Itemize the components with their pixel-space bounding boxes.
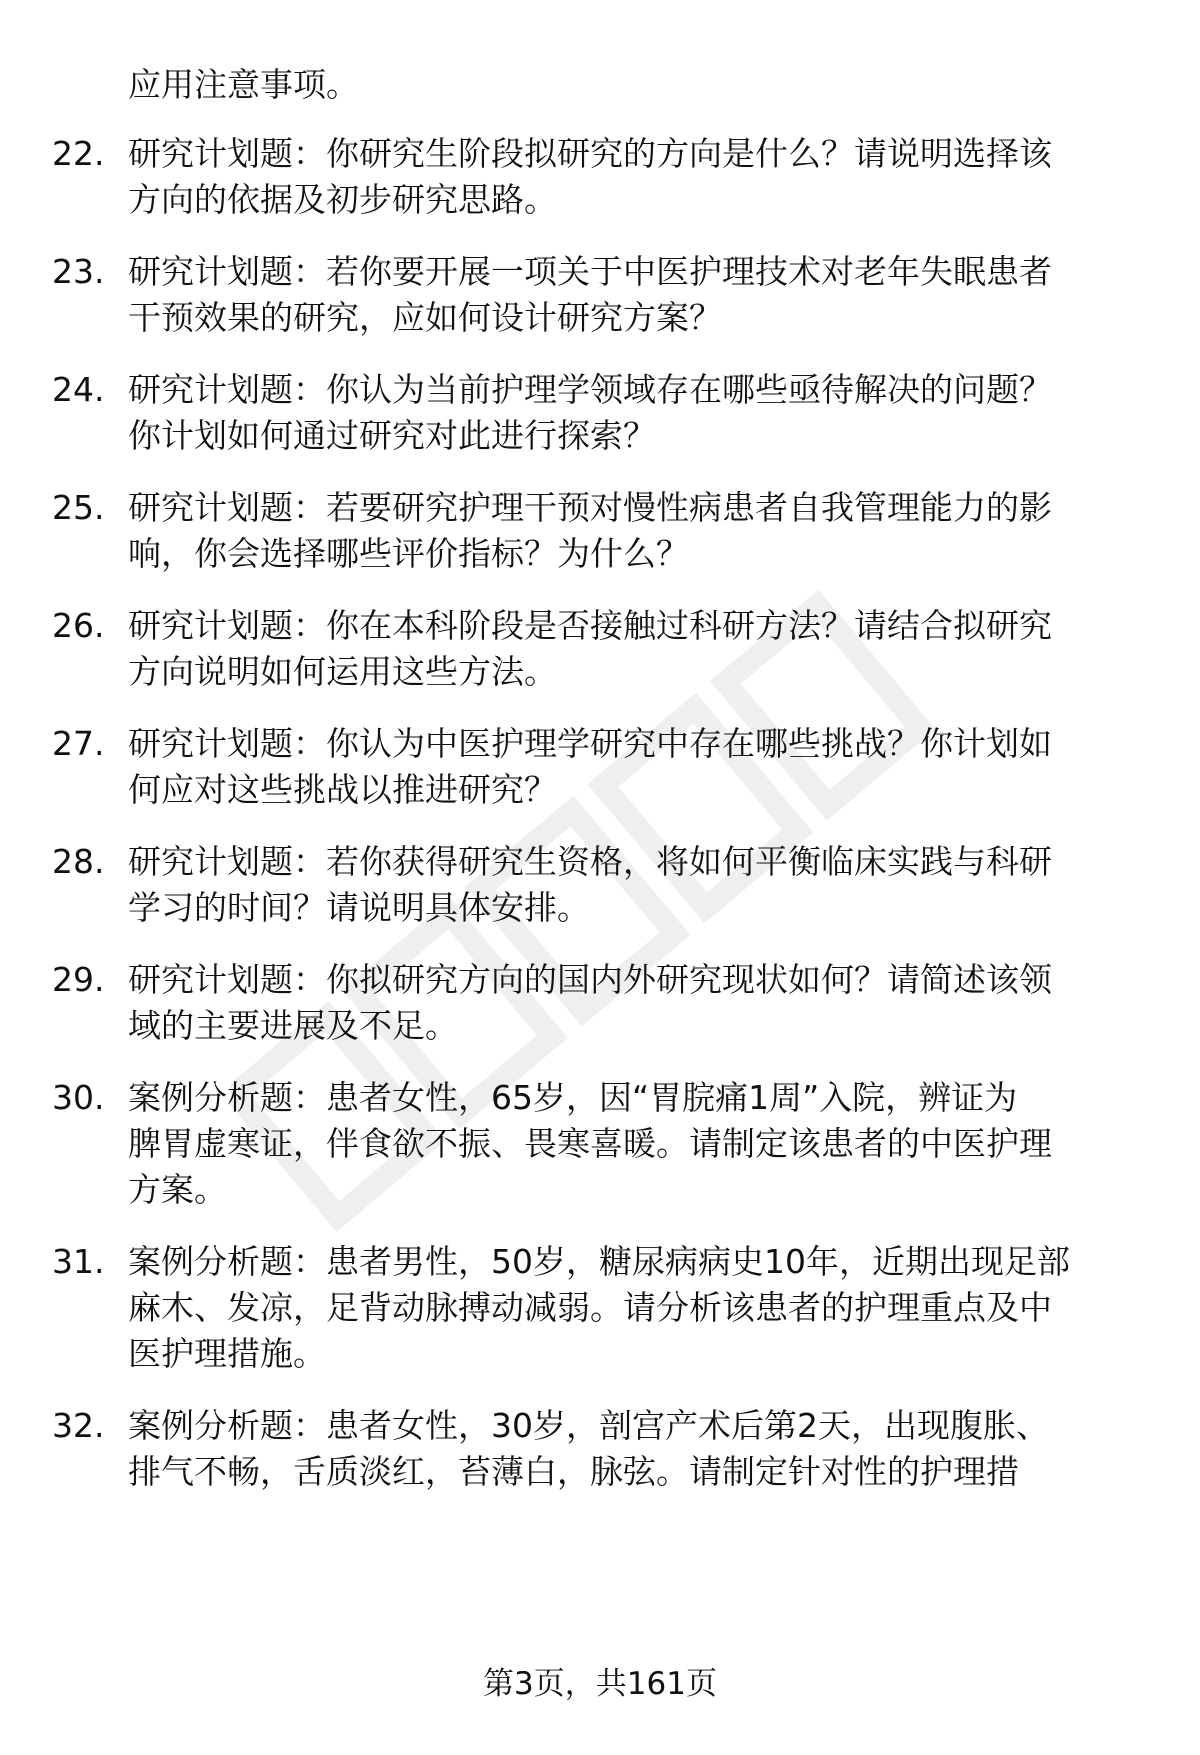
question-line: 研究计划题：你认为当前护理学领域存在哪些亟待解决的问题？ bbox=[128, 370, 1052, 409]
question-text bbox=[128, 839, 1148, 931]
question-text bbox=[128, 131, 1148, 223]
question-line: 方案。 bbox=[128, 1170, 227, 1209]
question-text bbox=[128, 1403, 1148, 1495]
question-line: 医护理措施。 bbox=[128, 1334, 326, 1373]
question-number: 24. bbox=[52, 370, 105, 409]
question-text bbox=[128, 1239, 1148, 1377]
question-number: 28. bbox=[52, 842, 105, 881]
question-number: 22. bbox=[52, 134, 105, 173]
question-text bbox=[128, 603, 1148, 695]
question-line: 研究计划题：若你获得研究生资格，将如何平衡临床实践与科研 bbox=[128, 842, 1052, 881]
question-text bbox=[128, 721, 1148, 813]
question-line: 研究计划题：你在本科阶段是否接触过科研方法？请结合拟研究 bbox=[128, 606, 1052, 645]
question-text bbox=[128, 957, 1148, 1049]
question-number: 30. bbox=[52, 1078, 105, 1117]
question-line: 案例分析题：患者男性，50岁，糖尿病病史10年，近期出现足部 bbox=[128, 1242, 1070, 1281]
question-line: 脾胃虚寒证，伴食欲不振、畏寒喜暖。请制定该患者的中医护理 bbox=[128, 1124, 1052, 1163]
question-line: 方向的依据及初步研究思路。 bbox=[128, 180, 557, 219]
question-line: 排气不畅，舌质淡红，苔薄白，脉弦。请制定针对性的护理措 bbox=[128, 1452, 1019, 1491]
question-line: 方向说明如何运用这些方法。 bbox=[128, 652, 557, 691]
question-text bbox=[128, 1075, 1148, 1213]
question-number: 32. bbox=[52, 1406, 105, 1445]
question-line: 案例分析题：患者女性，65岁，因“胃脘痛1周”入院，辨证为 bbox=[128, 1078, 1018, 1117]
question-line: 学习的时间？请说明具体安排。 bbox=[128, 888, 590, 927]
question-number: 25. bbox=[52, 488, 105, 527]
question-number: 31. bbox=[52, 1242, 105, 1281]
question-text bbox=[128, 485, 1148, 577]
question-line: 域的主要进展及不足。 bbox=[128, 1006, 458, 1045]
question-line: 响，你会选择哪些评价指标？为什么？ bbox=[128, 534, 689, 573]
question-text bbox=[128, 367, 1148, 459]
question-number: 23. bbox=[52, 252, 105, 291]
question-line: 你计划如何通过研究对此进行探索？ bbox=[128, 416, 656, 455]
question-number: 29. bbox=[52, 960, 105, 999]
question-line: 研究计划题：你拟研究方向的国内外研究现状如何？请简述该领 bbox=[128, 960, 1052, 999]
question-line: 案例分析题：患者女性，30岁，剖宫产术后第2天，出现腹胀、 bbox=[128, 1406, 1049, 1445]
question-line: 麻木、发凉，足背动脉搏动减弱。请分析该患者的护理重点及中 bbox=[128, 1288, 1052, 1327]
page-number-footer: 第3页，共161页 bbox=[483, 1666, 717, 1702]
question-line: 干预效果的研究，应如何设计研究方案？ bbox=[128, 298, 722, 337]
question-number: 27. bbox=[52, 724, 105, 763]
question-line: 何应对这些挑战以推进研究？ bbox=[128, 770, 557, 809]
question-line: 研究计划题：若你要开展一项关于中医护理技术对老年失眠患者 bbox=[128, 252, 1052, 291]
continuation-line: 应用注意事项。 bbox=[128, 65, 359, 104]
question-line: 研究计划题：你认为中医护理学研究中存在哪些挑战？你计划如 bbox=[128, 724, 1052, 763]
question-line: 研究计划题：若要研究护理干预对慢性病患者自我管理能力的影 bbox=[128, 488, 1052, 527]
question-number: 26. bbox=[52, 606, 105, 645]
question-line: 研究计划题：你研究生阶段拟研究的方向是什么？请说明选择该 bbox=[128, 134, 1052, 173]
question-text bbox=[128, 249, 1148, 341]
